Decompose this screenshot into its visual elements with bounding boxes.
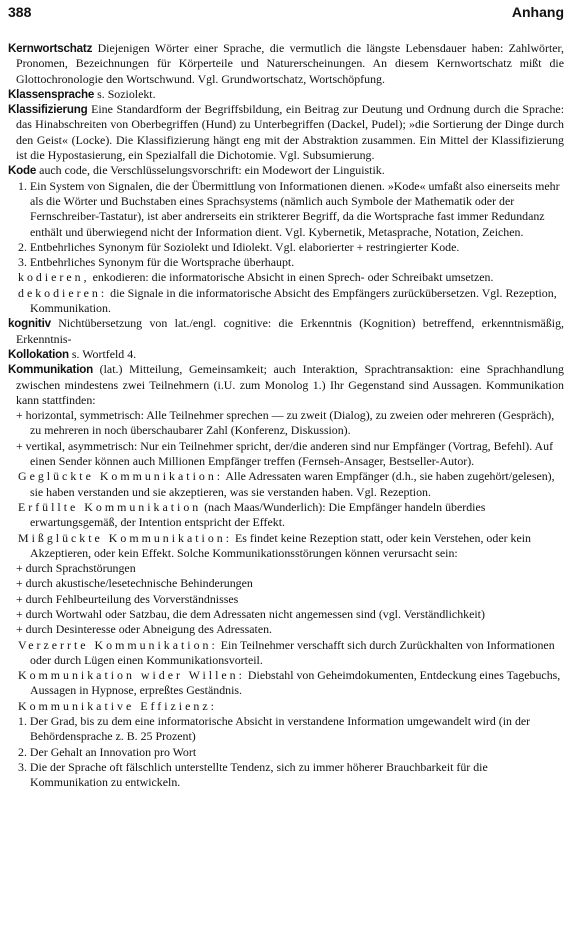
- subterm-label: Kommunikation wider Willen:: [18, 668, 245, 683]
- effizienz-item: 1. Der Grad, bis zu dem eine informatorische Absicht in verstandene Information umgewandelt wird (in der Behördensprache z. B. 25 Prozent): [18, 714, 531, 744]
- entry-text: Diejenigen Wörter einer Sprache, die vermutlich die längste Lebensdauer haben: Zahlwörter, Pronomen, Bezeichnungen für Körperteile und Naturerscheinungen. An diesem Kernwortschatz mißt die Glottochronologie den Wortschwund. Vgl. Grundwortschatz, Wortschöpfung.: [16, 41, 564, 86]
- subterm-text: (nach Maas/Wunderlich): Die Empfänger handeln überdies erwartungsgemäß, der Intention entspricht der Effekt.: [30, 499, 486, 530]
- entry-kollokation: [8, 347, 564, 362]
- subterm-text: Alle Adressaten waren Empfänger (d.h., sie haben zugehört/gelesen), sie haben verstanden und sie akzeptieren, was sie verstanden haben. Vgl. Rezeption.: [30, 469, 555, 499]
- entry-klassifizierung: [8, 102, 564, 163]
- entry-text: s. Wortfeld 4.: [71, 346, 137, 361]
- cause-item: + durch Sprachstörungen: [16, 561, 136, 576]
- subterm-text: die Signale in die informatorische Absicht des Empfängers zurückübersetzen. Vgl. Rezeption, Kommunikation.: [30, 285, 557, 316]
- mode-item: + vertikal, asymmetrisch: Nur ein Teilnehmer spricht, der/die anderen sind nur Empfänger (Vortrag, Befehl). Auf einen Sender können auch Millionen Empfänger treffen (Fernseh-Ansager, Bestseller-Autor).: [16, 438, 554, 469]
- cause-item: + durch Fehlbeurteilung des Vorverständnisses: [16, 591, 239, 606]
- cause-item: + durch Wortwahl oder Satzbau, die dem Adressaten nicht angemessen sind (vgl. Verständlichkeit): [16, 606, 485, 621]
- missglueckte-kommunikation: [8, 531, 564, 562]
- dekodieren-line: [8, 286, 564, 317]
- subterm-label: Erfüllte Kommunikation: [18, 499, 202, 514]
- entry-term: Kode: [8, 164, 37, 178]
- subterm-text: enkodieren: die informatorische Absicht in einen Sprech- oder Schreibakt umsetzen.: [92, 270, 494, 285]
- kode-item: 3. Entbehrliches Synonym für die Wortsprache überhaupt.: [18, 255, 295, 270]
- kode-item: 2. Entbehrliches Synonym für Soziolekt und Idiolekt. Vgl. elaborierter + restringierter Kode.: [18, 239, 460, 254]
- section-title: Anhang: [511, 4, 564, 20]
- kommunikative-effizienz: [8, 699, 564, 714]
- entry-term: Klassifizierung: [8, 103, 88, 117]
- entry-term: kognitiv: [8, 317, 51, 331]
- entry-kode: [8, 163, 564, 178]
- entry-text: (lat.) Mitteilung, Gemeinsamkeit; auch Interaktion, Sprachtransaktion: eine Sprachhandlung zwischen mindestens zwei Teilnehmern (i.U. zum Monolog 1.) Ihr Gegenstand sind Aussagen. Kommunikation kann stattfinden:: [16, 362, 564, 407]
- effizienz-item: 3. Die der Sprache oft fälschlich unterstellte Tendenz, sich zu immer höherer Brauchbarkeit für die Kommunikation zu entwickeln.: [18, 759, 488, 790]
- effizienz-item: 2. Der Gehalt an Innovation pro Wort: [18, 744, 197, 759]
- subterm-text: Es findet keine Rezeption statt, oder kein Verstehen, oder kein Akzeptieren, oder kein Effekt. Solche Kommunikationsstörungen können verursacht sein:: [30, 530, 531, 560]
- entry-kernwortschatz: [8, 41, 564, 87]
- entry-term: Klassensprache: [8, 87, 95, 101]
- kodieren-line: [8, 270, 564, 285]
- subterm-label: Geglückte Kommunikation:: [18, 469, 224, 484]
- entry-text: Nichtübersetzung von lat./engl. cognitive: die Erkenntnis (Kognition) betreffend, erkenntnismäßig, Erkenntnis-: [16, 316, 564, 346]
- kode-item: 1. Ein System von Signalen, die der Übermittlung von Informationen dienen. »Kode« umfaßt also einerseits mehr als die Wörter und Buchstaben eines Sprachsystems (nämlich auch Symbole der Mathematik oder der Fernschreiber-Tastatur), ist aber andrerseits ein strikterer Begriff, da die Wortsprache fast immer Redundanz enthält und überwiegend nicht der Information dient. Vgl. Kybernetik, Metasprache, Notation, Zeichen.: [18, 178, 560, 239]
- subterm-label: Mißglückte Kommunikation:: [18, 530, 233, 545]
- entry-text: Eine Standardform der Begriffsbildung, ein Beitrag zur Deutung und Ordnung durch die Sprache: das Hinabschreiten von Oberbegriffen (Hund) zu Unterbegriffen (Dackel, Pudel); »die Sortierung der Dinge durch den Geist« (Locke). Die Klassifizierung hängt eng mit der Abstraktion zusammen. Ein Mittel der Klassifizierung ist die Hypostasierung, ein Spezialfall die Dichotomie. Vgl. Subsumierung.: [16, 102, 565, 163]
- entry-text: auch code, die Verschlüsselungsvorschrift: ein Modewort der Linguistik.: [39, 163, 385, 178]
- entry-term: Kollokation: [8, 347, 69, 361]
- subterm-label: Verzerrte Kommunikation:: [18, 637, 218, 652]
- entry-term: Kernwortschatz: [8, 42, 93, 55]
- kommunikation-wider-willen: [8, 668, 564, 699]
- page-header: [8, 5, 564, 23]
- subterm-text: Diebstahl von Geheimdokumenten, Entdeckung eines Tagebuchs, Aussagen in Hypnose, erpreßtes Geständnis.: [30, 668, 561, 698]
- entry-kognitiv: [8, 316, 564, 347]
- page-number: 388: [8, 4, 32, 20]
- cause-item: + durch Desinteresse oder Abneigung des Adressaten.: [16, 622, 273, 637]
- cause-item: + durch akustische/lesetechnische Behinderungen: [16, 576, 253, 591]
- subterm-text: Ein Teilnehmer verschafft sich durch Zurückhalten von Informationen oder durch Lügen einen Kommunikationsvorteil.: [30, 637, 555, 667]
- subterm-label: Kommunikative Effizienz:: [18, 698, 217, 713]
- mode-item: + horizontal, symmetrisch: Alle Teilnehmer sprechen — zu zweit (Dialog), zu zweien oder mehreren (Gespräch), zu mehreren in noch überschaubarer Zahl (Konferenz, Diskussion).: [16, 408, 555, 438]
- entry-text: s. Soziolekt.: [97, 86, 156, 101]
- entry-kommunikation: [8, 362, 564, 408]
- subterm-label: kodieren,: [18, 270, 90, 285]
- entry-klassensprache: [8, 87, 564, 102]
- verzerrte-kommunikation: [8, 638, 564, 669]
- geglueckte-kommunikation: [8, 469, 564, 500]
- entry-term: Kommunikation: [8, 363, 93, 377]
- erfuellte-kommunikation: [8, 500, 564, 531]
- subterm-label: dekodieren:: [18, 285, 108, 300]
